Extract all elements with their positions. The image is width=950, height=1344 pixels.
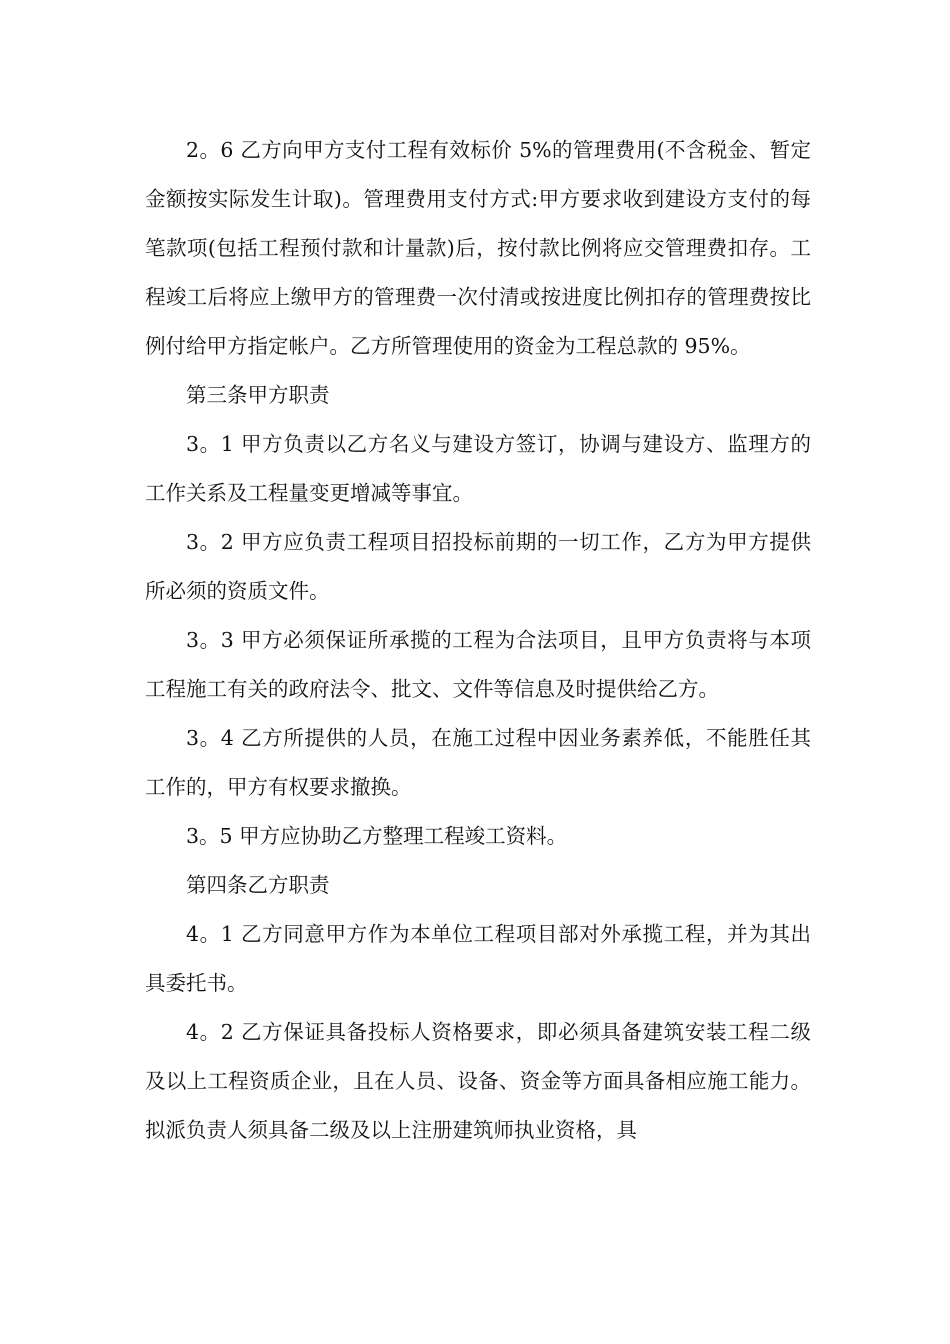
document-page (145, 126, 811, 1155)
paragraph-3-4: 3。4 乙方所提供的人员，在施工过程中因业务素养低，不能胜任其工作的，甲方有权要求撤换。 (145, 726, 811, 799)
paragraph-3-1: 3。1 甲方负责以乙方名义与建设方签订，协调与建设方、监理方的工作关系及工程量变更增减等事宜。 (145, 432, 811, 505)
paragraph-4-2: 4。2 乙方保证具备投标人资格要求，即必须具备建筑安装工程二级及以上工程资质企业，且在人员、设备、资金等方面具备相应施工能力。拟派负责人须具备二级及以上注册建筑师执业资格，具 (145, 1020, 811, 1142)
paragraph-2-6: 2。6 乙方向甲方支付工程有效标价 5%的管理费用(不含税金、暂定金额按实际发生计取)。管理费用支付方式:甲方要求收到建设方支付的每笔款项(包括工程预付款和计量款)后，按付款比例将应交管理费扣存。工程竣工后将应上缴甲方的管理费一次付清或按进度比例扣存的管理费按比例付给甲方指定帐户。乙方所管理使用的资金为工程总款的 95%。 (145, 138, 811, 358)
paragraph-3-3: 3。3 甲方必须保证所承揽的工程为合法项目，且甲方负责将与本项工程施工有关的政府法令、批文、文件等信息及时提供给乙方。 (145, 628, 811, 701)
section-heading-article-3: 第三条甲方职责 (186, 383, 330, 407)
paragraph-4-1: 4。1 乙方同意甲方作为本单位工程项目部对外承揽工程，并为其出具委托书。 (145, 922, 811, 995)
paragraph-3-5: 3。5 甲方应协助乙方整理工程竣工资料。 (186, 824, 568, 848)
paragraph-3-2: 3。2 甲方应负责工程项目招投标前期的一切工作，乙方为甲方提供所必须的资质文件。 (145, 530, 811, 603)
section-heading-article-4: 第四条乙方职责 (186, 873, 330, 897)
